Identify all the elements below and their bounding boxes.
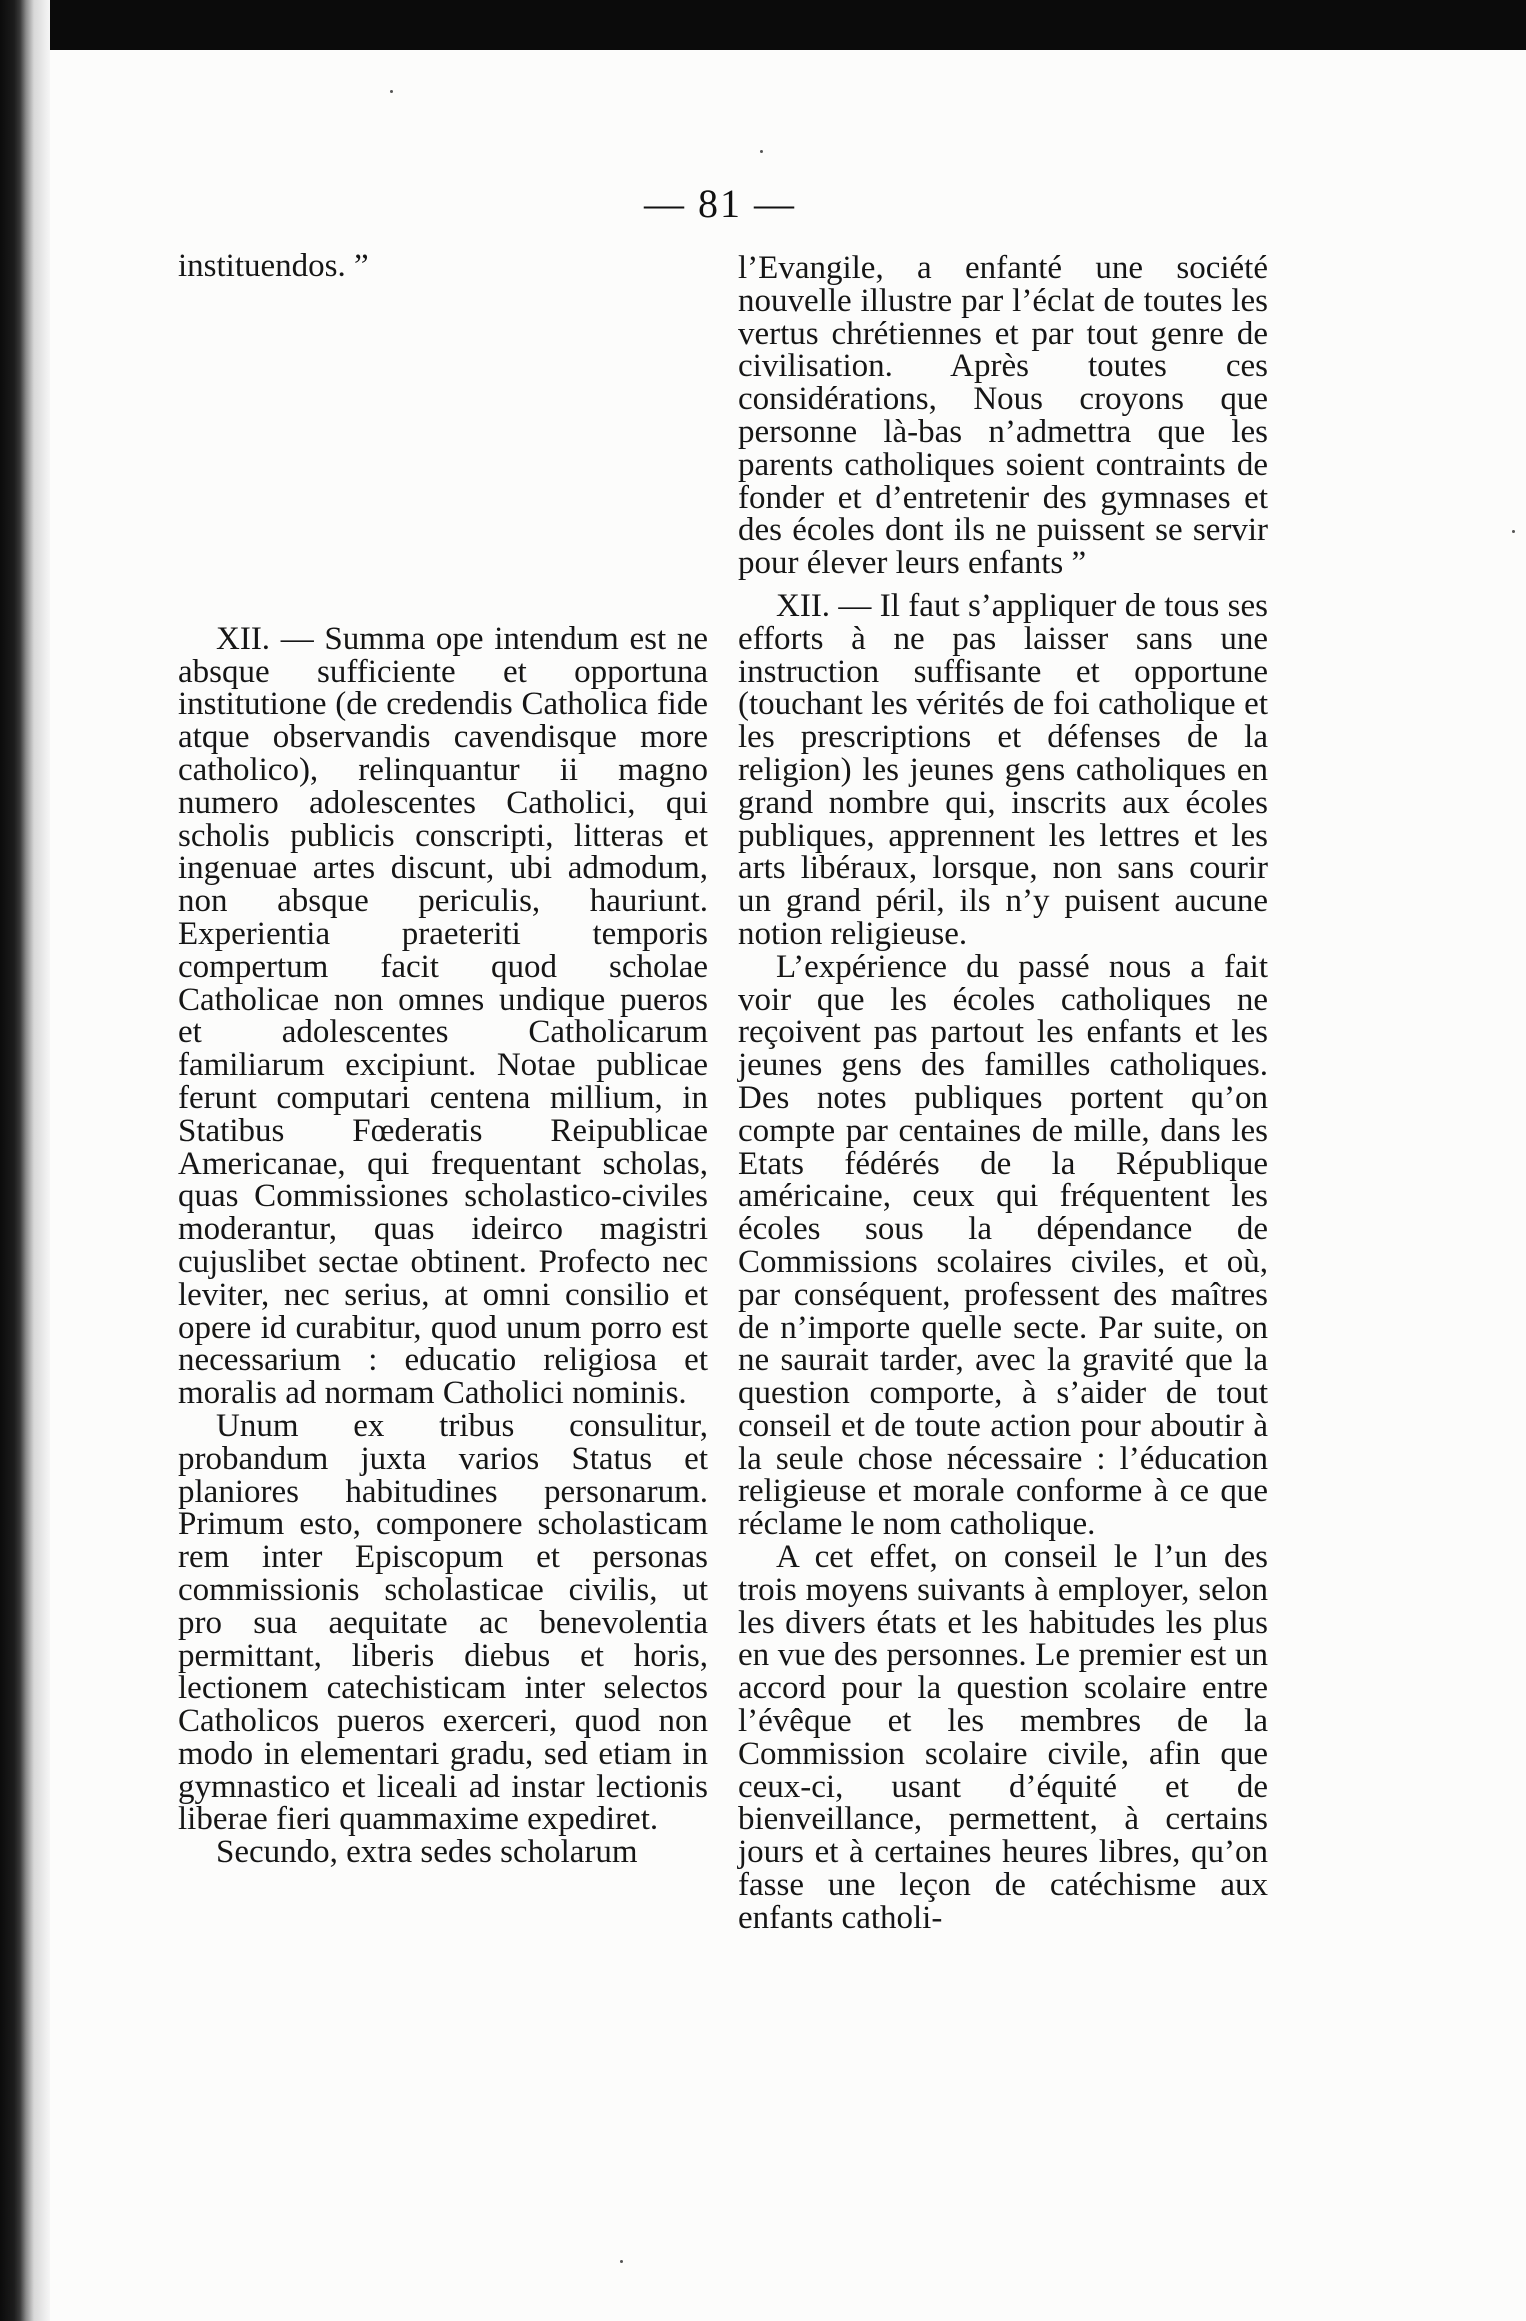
page-number: — 81 —	[644, 181, 796, 226]
scan-speck	[760, 150, 763, 153]
scan-speck	[620, 2260, 623, 2263]
french-carryover-paragraph: l’Evangile, a enfanté une société nouvelle illustre par l’éclat de toutes les vertus chrétiennes et par tout genre de civilisation. Après toutes ces considérations, Nous croyons que personne là-bas n’admettra que les parents catholiques soient contraints de fonder et d’entretenir des gymnases et des écoles dont ils ne puissent se servir pour élever leurs enfants ”	[738, 250, 1268, 582]
scan-left-border	[0, 0, 50, 2321]
french-paragraph-xii: XII. — Il faut s’appliquer de tous ses efforts à ne pas laisser sans une instruction suffisante et opportune (touchant les vérités de foi catholique et les prescriptions et défenses de la religion) les jeunes gens catholiques en grand nombre qui, inscrits aux écoles publiques, apprennent les lettres et les arts libéraux, lorsque, non sans courir un grand péril, ils n’y puisent aucune notion religieuse.	[738, 587, 1268, 952]
scan-speck	[390, 90, 393, 93]
latin-paragraph-xii: XII. — Summa ope intendum est ne absque sufficiente et opportuna institutione (de credendis Catholica fide atque observandis cavendisque more catholico), relinquantur ii magno numero adolescentes Catholici, qui scholis publicis conscripti, litteras et ingenuae artes discunt, ubi admodum, non absque periculis, hauriunt. Experientia praeteriti temporis compertum facit quod scholae Catholicae non omnes undique pueros et adolescentes Catholicarum familiarum excipiunt. Notae publicae ferunt computari centena millium, in Statibus Fœderatis Reipublicae Americanae, qui frequentant scholas, quas Commissiones scholastico-civiles moderantur, quas ideirco magistri cujuslibet sectae obtinent. Profecto nec leviter, nec serius, at omni consilio et opere id curabitur, quod unum porro est necessarium : educatio religiosa et moralis ad normam Catholici nominis.	[178, 620, 708, 1412]
latin-paragraph-unum: Unum ex tribus consulitur, probandum juxta varios Status et planiores habitudines personarum. Primum esto, componere scholasticam rem inter Episcopum et personas commissionis scholasticae civilis, ut pro sua aequitate ac benevolentia permittant, liberis diebus et horis, lectionem catechisticam inter selectos Catholicos pueros exerceri, quod non modo in elementari gradu, sed etiam in gymnastico et liceali ad instar lectionis liberae fieri quammaxime expediret.	[178, 1407, 708, 1838]
scan-speck	[1512, 530, 1515, 533]
latin-paragraph-secundo: Secundo, extra sedes scholarum	[216, 1834, 638, 1871]
latin-column	[178, 250, 708, 1869]
french-paragraph-a-cet-effet: A cet effet, on conseil le l’un des trois moyens suivants à employer, selon les divers états et les habitudes les plus en vue des personnes. Le premier est un accord pour la question scolaire entre l’évêque et les membres de la Commission scolaire civile, afin que ceux-ci, usant d’équité et de bienveillance, permettent, à certains jours et à certaines heures libres, qu’on fasse une leçon de catéchisme aux enfants catholi-	[738, 1539, 1268, 1936]
latin-carryover-line: instituendos. ”	[178, 248, 369, 284]
scan-top-border	[0, 0, 1526, 50]
french-paragraph-experience: L’expérience du passé nous a fait voir que les écoles catholiques ne reçoivent pas partout les enfants et les jeunes gens des familles catholiques. Des notes publiques portent qu’on compte par centaines de mille, dans les Etats fédérés de la République américaine, ceux qui fréquentent les écoles sous la dépendance de Commissions scolaires civiles, et où, par conséquent, professent des maîtres de n’importe quelle secte. Par suite, on ne saurait tarder, avec la gravité que la question comporte, à s’aider de tout conseil et de toute action pour aboutir à la seule chose nécessaire : l’éducation religieuse et morale conforme à ce que réclame le nom catholique.	[738, 948, 1268, 1543]
latin-column-spacer	[178, 283, 708, 623]
french-column	[738, 252, 1268, 1935]
